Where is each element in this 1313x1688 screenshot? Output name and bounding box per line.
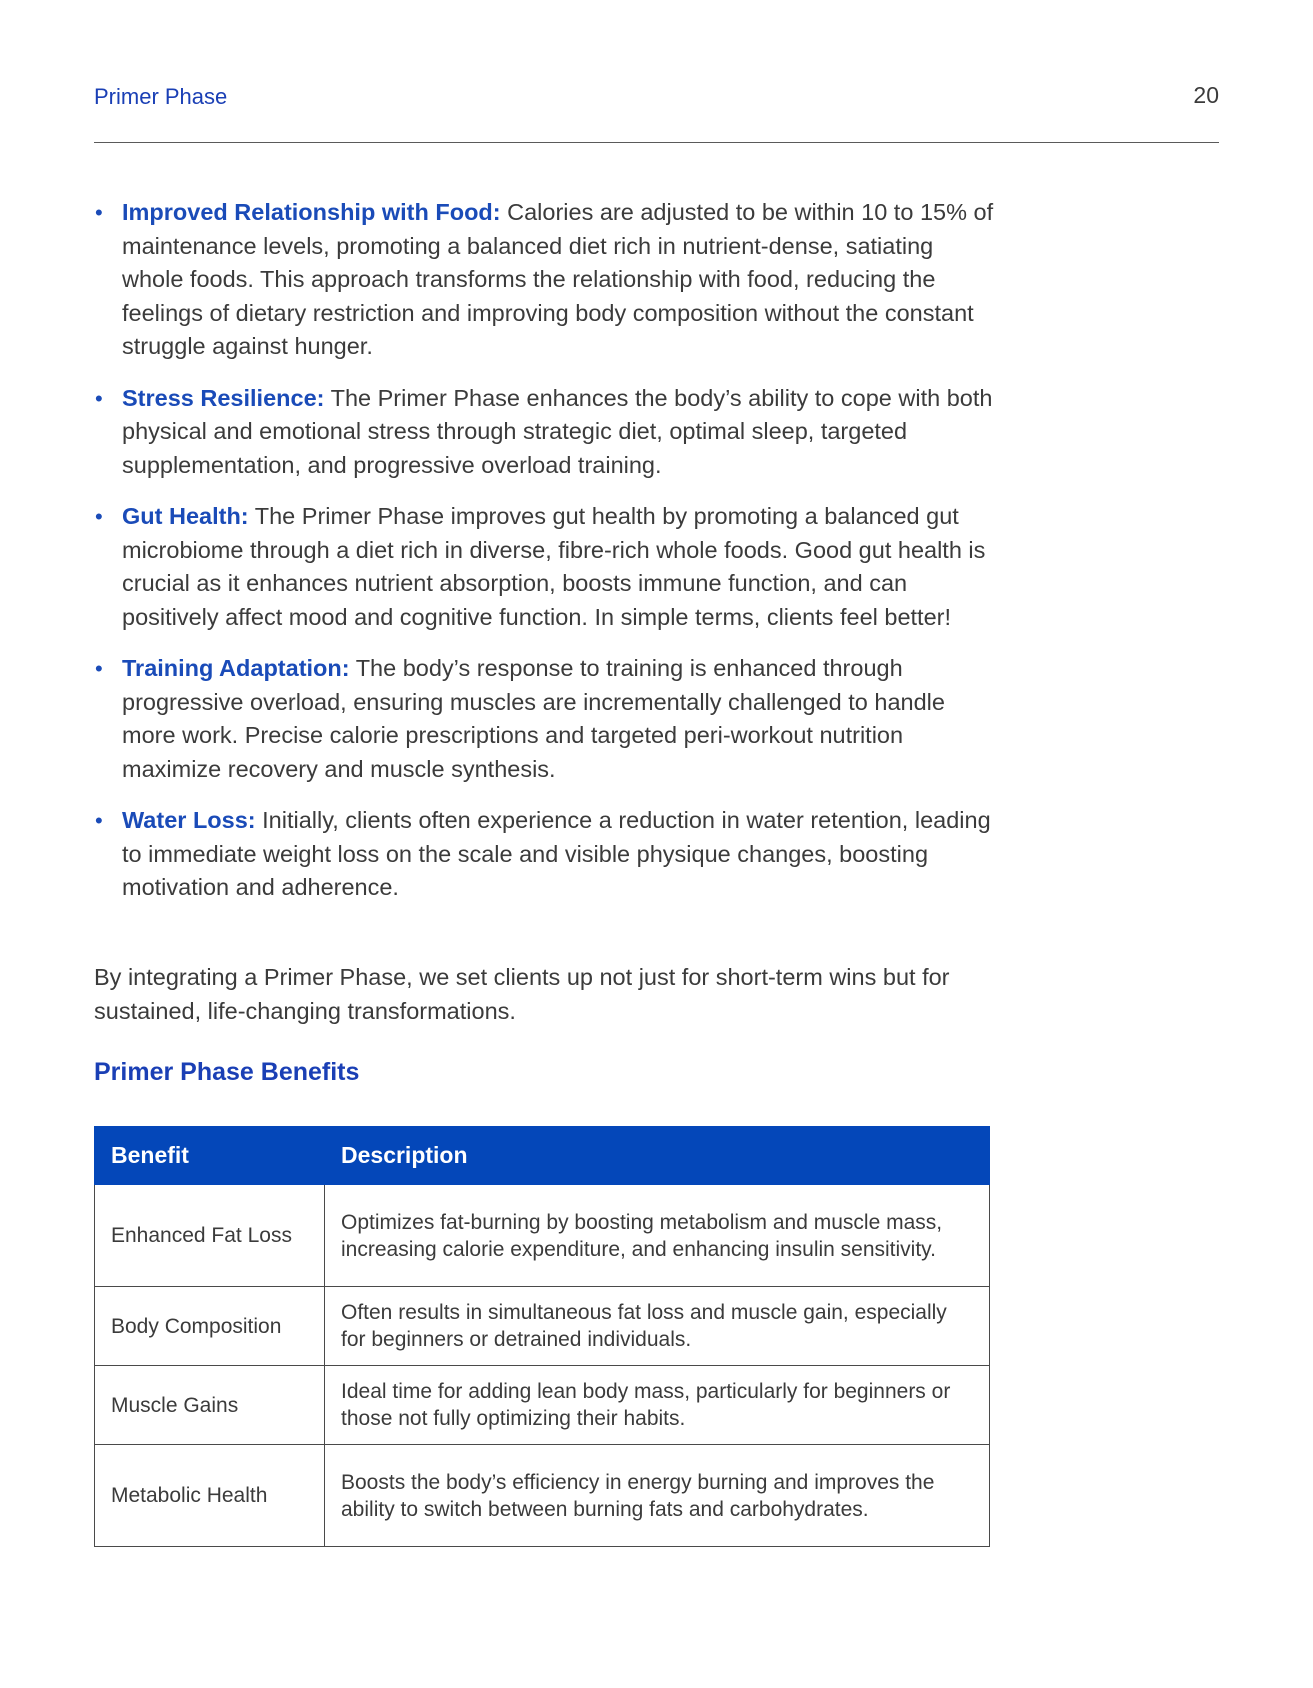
description-cell: Optimizes fat-burning by boosting metabolism and muscle mass, increasing calorie expenditure, and enhancing insulin sensitivity. (325, 1185, 990, 1287)
bullet-item (94, 652, 994, 786)
bullet-item (94, 196, 994, 364)
table-row (95, 1185, 990, 1287)
header-title: Primer Phase (94, 84, 228, 109)
bullet-dot-icon: • (95, 385, 103, 411)
page-header (94, 78, 1219, 143)
bullet-dot-icon: • (95, 656, 103, 681)
section-heading: Primer Phase Benefits (94, 1058, 360, 1086)
benefit-cell: Metabolic Health (95, 1445, 325, 1547)
benefit-cell: Body Composition (95, 1287, 325, 1366)
bullet-item (94, 804, 994, 905)
table-row (95, 1445, 990, 1547)
bullet-term: Water Loss: (122, 807, 256, 833)
column-header-benefit: Benefit (95, 1127, 325, 1185)
bullet-text: Initially, clients often experience a reduction in water retention, leading to immediate weight loss on the scale and visible physique changes, boosting motivation and adherence. (122, 807, 991, 900)
bullet-term: Training Adaptation: (122, 655, 350, 681)
table-row (95, 1366, 990, 1445)
bullet-dot-icon: • (95, 504, 103, 529)
bullet-dot-icon: • (95, 808, 103, 833)
benefit-cell: Muscle Gains (95, 1366, 325, 1445)
description-cell: Ideal time for adding lean body mass, particularly for beginners or those not fully optimizing their habits. (325, 1366, 990, 1445)
bullet-text: The Primer Phase enhances the body’s ability to cope with both physical and emotional stress through strategic diet, optimal sleep, targeted supplementation, and progressive overload training. (122, 384, 993, 478)
bullet-dot-icon: • (95, 200, 103, 225)
benefits-table (94, 1126, 990, 1547)
closing-paragraph: By integrating a Primer Phase, we set clients up not just for short-term wins but for sustained, life-changing transformations. (94, 964, 950, 1024)
table-header-row (95, 1127, 990, 1185)
table-row (95, 1287, 990, 1366)
bullet-item (94, 500, 994, 634)
bullet-term: Gut Health: (122, 503, 249, 529)
column-header-description: Description (325, 1127, 990, 1185)
bullet-text: Calories are adjusted to be within 10 to 15% of maintenance levels, promoting a balanced diet rich in nutrient-dense, satiating whole foods. This approach transforms the relationship with food, reducing the feelings of dietary restriction and improving body composition without the constant struggle against hunger. (122, 199, 994, 359)
bullet-item (94, 382, 994, 483)
bullet-term: Improved Relationship with Food: (122, 199, 501, 225)
bullet-term: Stress Resilience: (122, 384, 325, 411)
bullet-text: The body’s response to training is enhanced through progressive overload, ensuring muscles are incrementally challenged to handle more work. Precise calorie prescriptions and targeted peri-workout nutrition maximize recovery and muscle synthesis. (122, 655, 945, 782)
bullet-text: The Primer Phase improves gut health by promoting a balanced gut microbiome through a diet rich in diverse, fibre-rich whole foods. Good gut health is crucial as it enhances nutrient absorption, boosts immune function, and can positively affect mood and cognitive function. In simple terms, clients feel better! (122, 503, 986, 630)
description-cell: Often results in simultaneous fat loss and muscle gain, especially for beginners or detrained individuals. (325, 1287, 990, 1366)
benefit-cell: Enhanced Fat Loss (95, 1185, 325, 1287)
description-cell: Boosts the body’s efficiency in energy burning and improves the ability to switch between burning fats and carbohydrates. (325, 1445, 990, 1547)
benefit-bullet-list (94, 196, 994, 923)
page-number: 20 (1193, 82, 1219, 108)
